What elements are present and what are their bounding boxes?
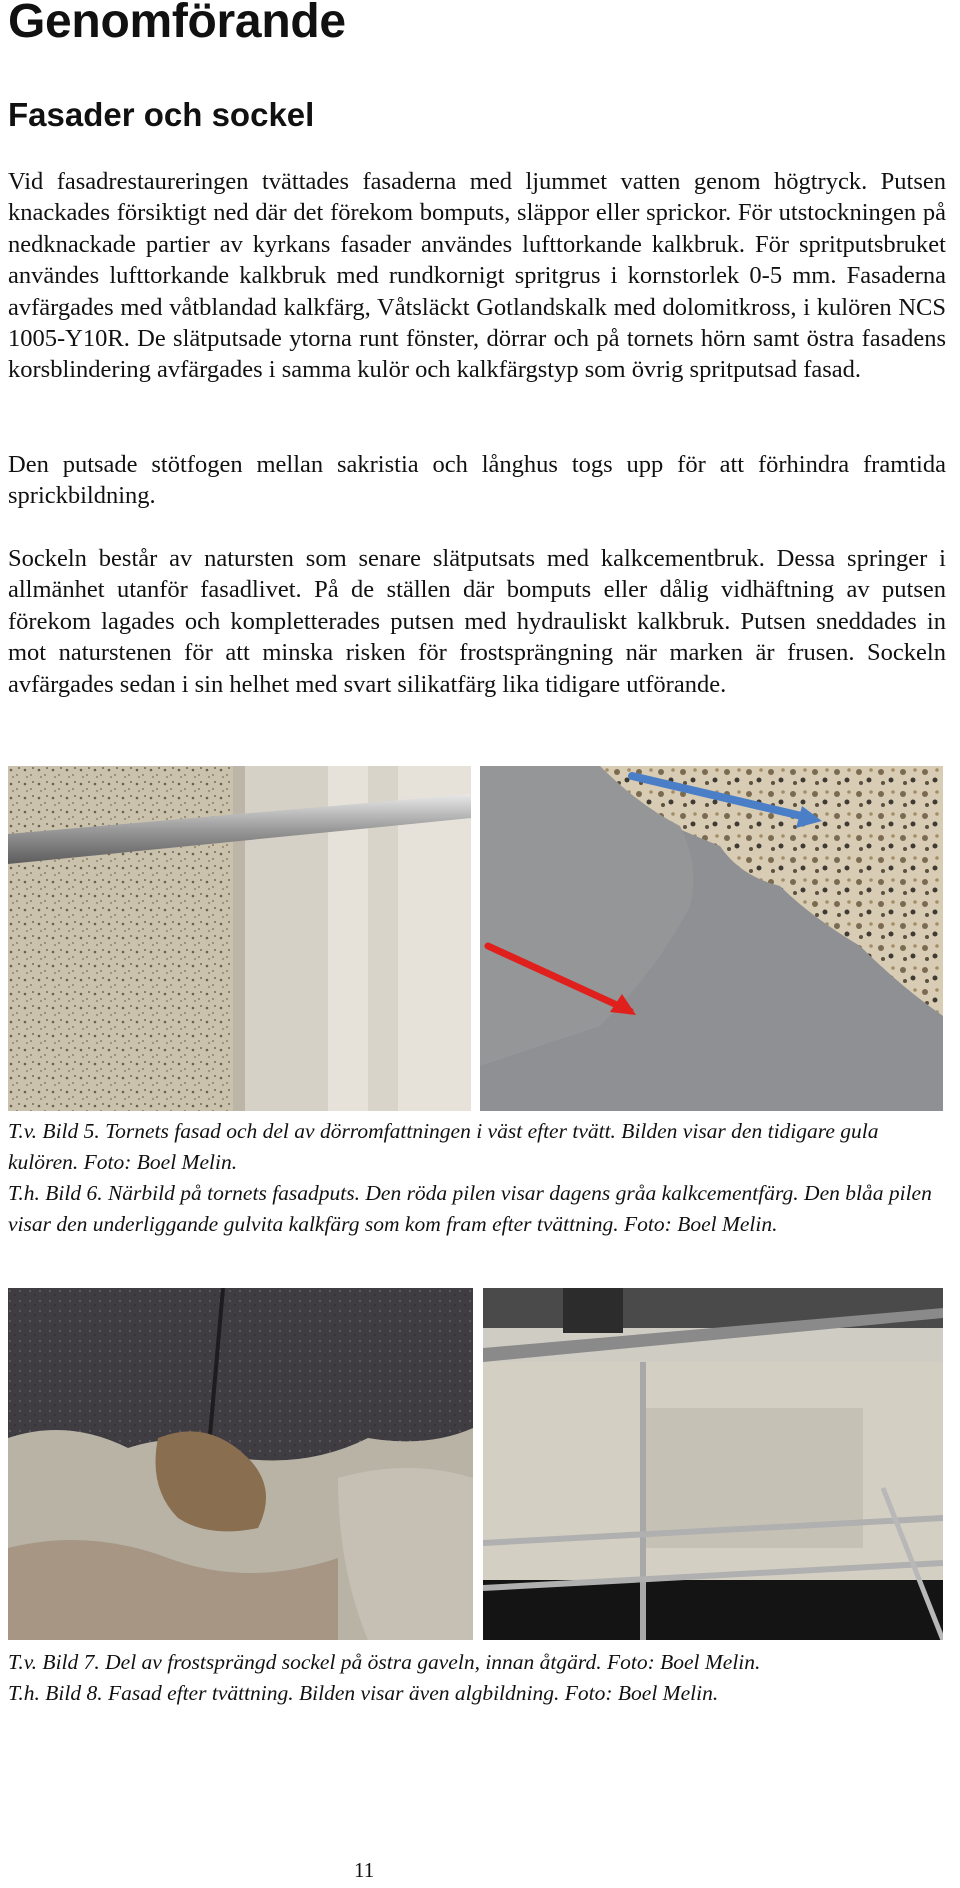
photo-facade-after-washing	[483, 1288, 943, 1640]
captions-photos-7-8	[8, 1647, 948, 1709]
caption-photo-7: T.v. Bild 7. Del av frostsprängd sockel på östra gaveln, innan åtgärd. Foto: Boel Melin.	[8, 1650, 761, 1674]
photo-frost-damaged-plinth	[8, 1288, 473, 1640]
paragraph-facade-restoration: Vid fasadrestaureringen tvättades fasaderna med ljummet vatten genom högtryck. Putsen knackades försiktigt ned där det förekom bomputs, släppor eller sprickor. För utstockningen på nedknackade partier av kyrkans fasader användes lufttorkande kalkbruk. För spritputsbruket användes lufttorkande kalkbruk med rundkornigt spritgrus i kornstorlek 0-5 mm. Fasaderna avfärgades med våtblandad kalkfärg, Våtsläckt Gotlandskalk med dolomitkross, i kulören NCS 1005-Y10R. De slätputsade ytorna runt fönster, dörrar och på tornets hörn samt östra fasadens korsblindering avfärgades i samma kulör och kalkfärgstyp som övrig spritputsad fasad.	[8, 168, 946, 384]
section-heading: Fasader och sockel	[8, 96, 315, 133]
caption-photo-8: T.h. Bild 8. Fasad efter tvättning. Bilden visar även algbildning. Foto: Boel Melin.	[8, 1681, 719, 1705]
caption-photo-5: T.v. Bild 5. Tornets fasad och del av dörromfattningen i väst efter tvätt. Bilden visar den tidigare gula kulören. Foto: Boel Melin.	[8, 1119, 879, 1174]
paragraph-plinth: Sockeln består av natursten som senare slätputsats med kalkcementbruk. Dessa springer i allmänhet utanför fasadlivet. På de ställen där bomputs eller dålig vidhäftning av putsen förekom lagades och kompletterades putsen med hydrauliskt kalkbruk. Putsen sneddades in mot naturstenen för att minska risken för frostsprängning när marken är frusen. Sockeln avfärgades sedan i sin helhet med svart silikatfärg lika tidigare utförande.	[8, 545, 946, 698]
page-heading: Genomförande	[8, 0, 346, 48]
photo-plaster-closeup	[480, 766, 943, 1111]
photo-tower-facade	[8, 766, 471, 1111]
captions-photos-5-6	[8, 1116, 948, 1240]
paragraph-joint: Den putsade stötfogen mellan sakristia och långhus togs upp för att förhindra framtida sprickbildning.	[8, 451, 946, 510]
caption-photo-6: T.h. Bild 6. Närbild på tornets fasadputs. Den röda pilen visar dagens gråa kalkcementfärg. Den blåa pilen visar den underliggande gulvita kalkfärg som kom fram efter tvättning. Foto: Boel Melin.	[8, 1181, 932, 1236]
page-number: 11	[354, 1858, 375, 1882]
